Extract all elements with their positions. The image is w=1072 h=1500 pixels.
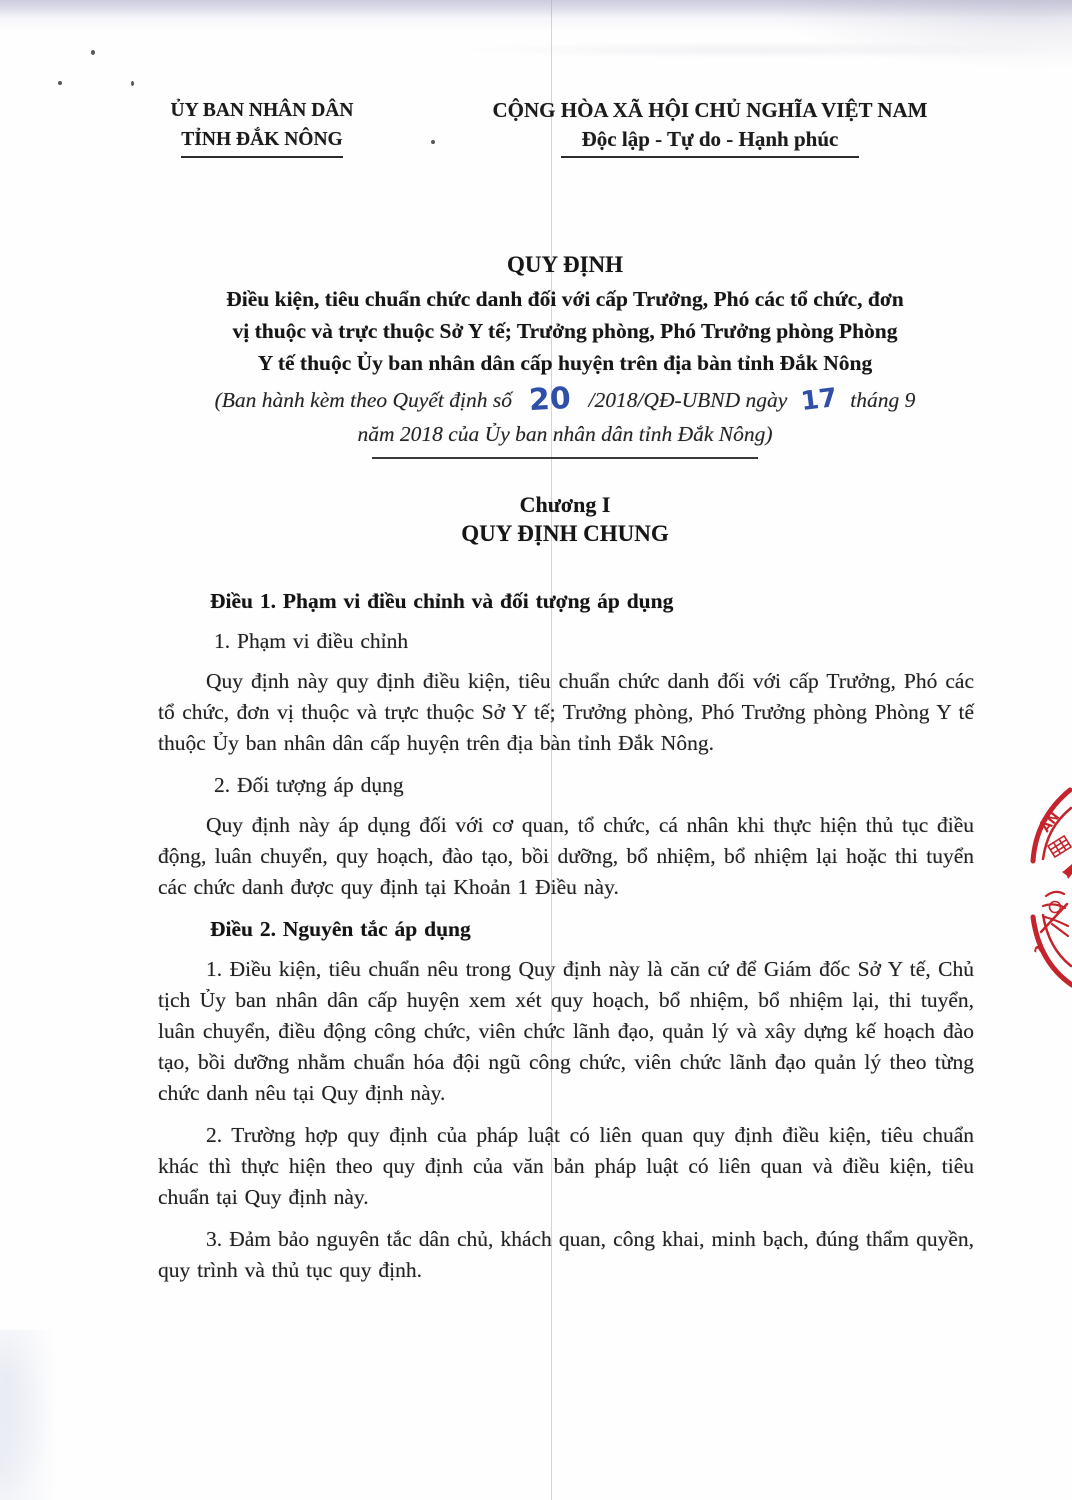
scan-artifact-corner <box>772 0 1072 70</box>
document-subtitle-line: vị thuộc và trực thuộc Sở Y tế; Trưởng phòng, Phó Trưởng phòng Phòng <box>232 319 898 343</box>
svg-text:ÂN: ÂN <box>1038 809 1064 836</box>
article-1-item-2: 2. Đối tượng áp dụng <box>214 773 404 797</box>
article-1-paragraph: Quy định này áp dụng đối với cơ quan, tổ chức, cá nhân khi thực hiện thủ tục điều động, luân chuyển, quy hoạch, đào tạo, bồi dưỡng, bổ nhiệm, bổ nhiệm lại hoặc thi tuyển các chức danh được quy định tại Khoản 1 Điều này. <box>158 813 974 899</box>
document-subtitle-line: Y tế thuộc Ủy ban nhân dân cấp huyện trên địa bàn tỉnh Đắk Nông <box>257 351 873 375</box>
article-1-paragraph: Quy định này quy định điều kiện, tiêu chuẩn chức danh đối với cấp Trưởng, Phó các tổ chức, đơn vị thuộc và trực thuộc Sở Y tế; Trưởng phòng, Phó Trưởng phòng Phòng Y tế thuộc Ủy ban nhân dân cấp huyện trên địa bàn tỉnh Đắk Nông. <box>158 669 974 755</box>
title-underline <box>372 457 758 459</box>
header-left-underline <box>181 156 343 158</box>
scan-speck <box>58 81 62 85</box>
scan-speck <box>91 50 95 55</box>
document-type-heading: QUY ĐỊNH <box>506 252 624 277</box>
chapter-label: Chương I <box>519 492 611 517</box>
document-title-block <box>140 250 990 459</box>
scan-speck <box>431 140 435 144</box>
chapter-title: QUY ĐỊNH CHUNG <box>461 521 669 546</box>
handwritten-day-number: 17 <box>798 382 839 418</box>
issuance-post-text: tháng 9 <box>850 388 916 412</box>
issuance-mid-text: /2018/QĐ-UBND ngày <box>588 388 788 412</box>
article-2-paragraph: 2. Trường hợp quy định của pháp luật có liên quan quy định điều kiện, tiêu chuẩn khác thì thực hiện theo quy định của văn bản pháp luật có liên quan và điều kiện, tiêu chuẩn tại Quy định này. <box>158 1123 974 1209</box>
chapter-block <box>140 490 990 549</box>
document-body <box>158 586 974 1297</box>
red-seal-graphic <box>1024 784 1072 992</box>
article-2-heading: Điều 2. Nguyên tắc áp dụng <box>210 917 471 941</box>
national-header-block <box>448 96 972 158</box>
document-subtitle-line: Điều kiện, tiêu chuẩn chức danh đối với cấp Trưởng, Phó các tổ chức, đơn <box>226 287 904 311</box>
article-2-paragraph: 1. Điều kiện, tiêu chuẩn nêu trong Quy định này là căn cứ để Giám đốc Sở Y tế, Chủ tịch Ủy ban nhân dân cấp huyện xem xét quy hoạch, bổ nhiệm, bổ nhiệm lại, thi tuyển, luân chuyển, điều động công chức, viên chức lãnh đạo, quản lý và xây dựng kế hoạch đào tạo, bồi dưỡng nhằm chuẩn hóa đội ngũ công chức, viên chức lãnh đạo quản lý theo từng chức danh nêu tại Quy định này. <box>158 957 974 1105</box>
svg-text:?: ? <box>1030 943 1051 958</box>
national-motto: Độc lập - Tự do - Hạnh phúc <box>581 127 839 151</box>
article-2-paragraph: 3. Đảm bảo nguyên tắc dân chủ, khách quan, công khai, minh bạch, đúng thẩm quyền, quy trình và thủ tục quy định. <box>158 1227 974 1282</box>
issuance-pre-text: (Ban hành kèm theo Quyết định số <box>214 388 512 412</box>
article-1-heading: Điều 1. Phạm vi điều chỉnh và đối tượng áp dụng <box>210 589 674 613</box>
issuance-note-line2: năm 2018 của Ủy ban nhân dân tỉnh Đắk Nông) <box>357 422 773 446</box>
scan-artifact-smudge <box>0 1330 60 1500</box>
authority-name: ỦY BAN NHÂN DÂN <box>170 100 354 121</box>
scan-speck <box>131 81 134 86</box>
article-1-item-1: 1. Phạm vi điều chỉnh <box>214 629 409 653</box>
header-right-underline <box>561 156 859 158</box>
national-title: CỘNG HÒA XÃ HỘI CHỦ NGHĨA VIỆT NAM <box>492 98 928 122</box>
handwritten-decision-number: 20 <box>528 380 572 419</box>
issuing-authority-block <box>112 96 412 158</box>
official-red-seal-icon <box>1024 784 1072 992</box>
authority-province: TỈNH ĐẮK NÔNG <box>181 129 343 150</box>
issuance-note-line1 <box>140 380 990 419</box>
